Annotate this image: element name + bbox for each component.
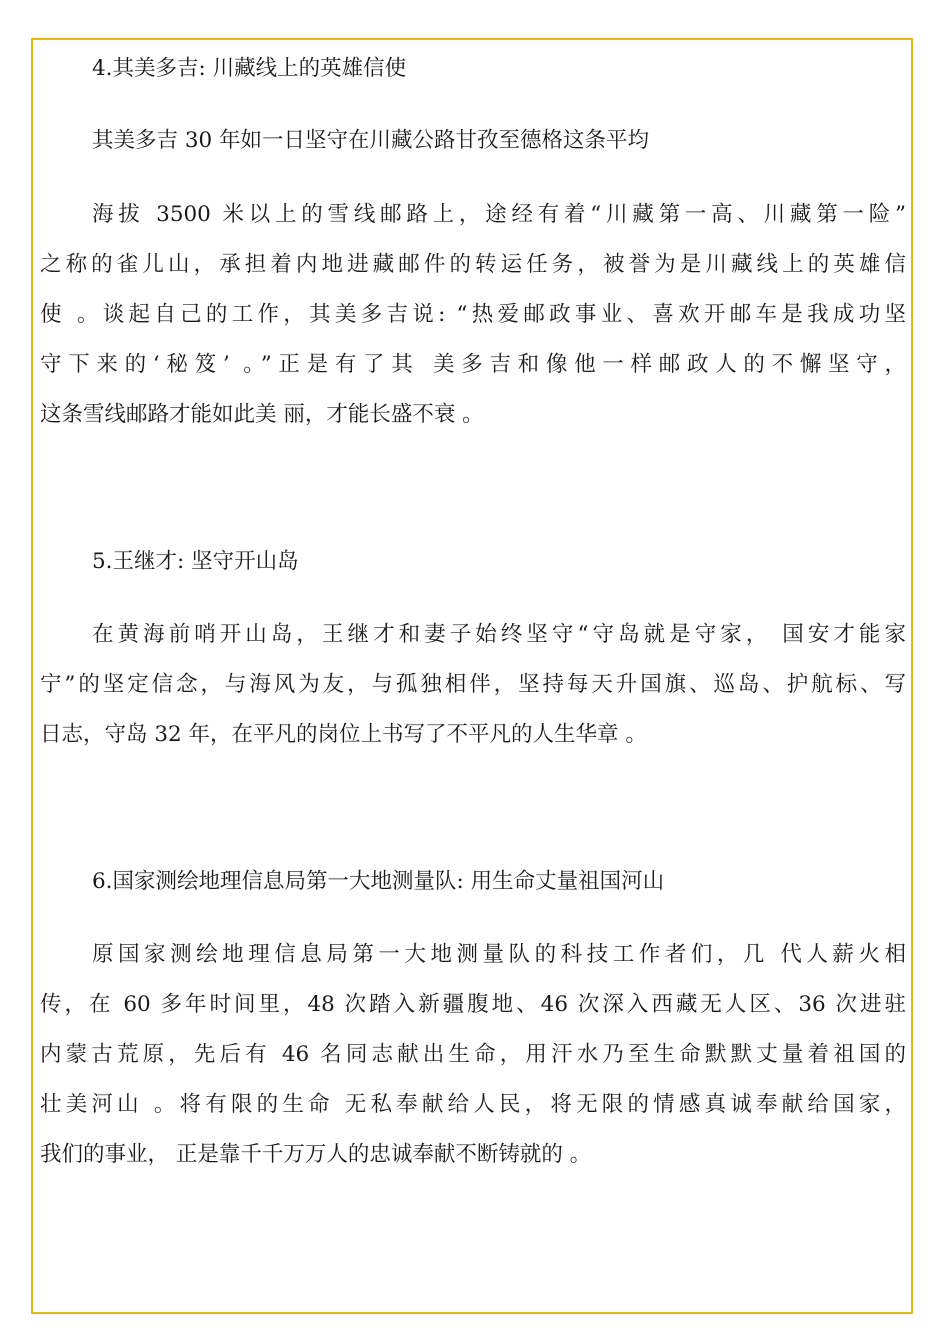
section-heading-4: 4.其美多吉: 川藏线上的英雄信使: [92, 56, 407, 81]
paragraph-line: 壮美河山 。将有限的生命 无私奉献给人民，将无限的情感真诚奉献给国家，: [40, 1092, 906, 1117]
paragraph-line: 内蒙古荒原，先后有 46 名同志献出生命，用汗水乃至生命默默丈量着祖国的: [40, 1042, 906, 1067]
paragraph-line: 使 。谈起自己的工作，其美多吉说: “热爱邮政事业、喜欢开邮车是我成功坚: [40, 302, 906, 327]
paragraph-line: 在黄海前哨开山岛，王继才和妻子始终坚守“守岛就是守家， 国安才能家: [92, 622, 906, 647]
paragraph-line: 这条雪线邮路才能如此美 丽，才能长盛不衰 。: [40, 402, 484, 427]
paragraph-line: 我们的事业， 正是靠千千万万人的忠诚奉献不断铸就的 。: [40, 1142, 592, 1167]
paragraph-line: 传，在 60 多年时间里，48 次踏入新疆腹地、46 次深入西藏无人区、36 次进驻: [40, 992, 906, 1017]
section-heading-5: 5.王继才: 坚守开山岛: [92, 549, 299, 574]
section-heading-6: 6.国家测绘地理信息局第一大地测量队: 用生命丈量祖国河山: [92, 869, 665, 894]
paragraph-line: 日志，守岛 32 年，在平凡的岗位上书写了不平凡的人生华章 。: [40, 722, 647, 747]
paragraph-line: 海拔 3500 米以上的雪线邮路上，途经有着“川藏第一高、川藏第一险”: [92, 202, 906, 227]
paragraph-line: 之称的雀儿山，承担着内地进藏邮件的转运任务，被誉为是川藏线上的英雄信: [40, 252, 906, 277]
paragraph-line: 其美多吉 30 年如一日坚守在川藏公路甘孜至德格这条平均: [92, 128, 650, 153]
paragraph-line: 守下来的‘秘笈’ 。”正是有了其 美多吉和像他一样邮政人的不懈坚守，: [40, 352, 906, 377]
paragraph-line: 宁”的坚定信念，与海风为友，与孤独相伴，坚持每天升国旗、巡岛、护航标、写: [40, 672, 906, 697]
paragraph-line: 原国家测绘地理信息局第一大地测量队的科技工作者们，几 代人薪火相: [92, 942, 906, 967]
